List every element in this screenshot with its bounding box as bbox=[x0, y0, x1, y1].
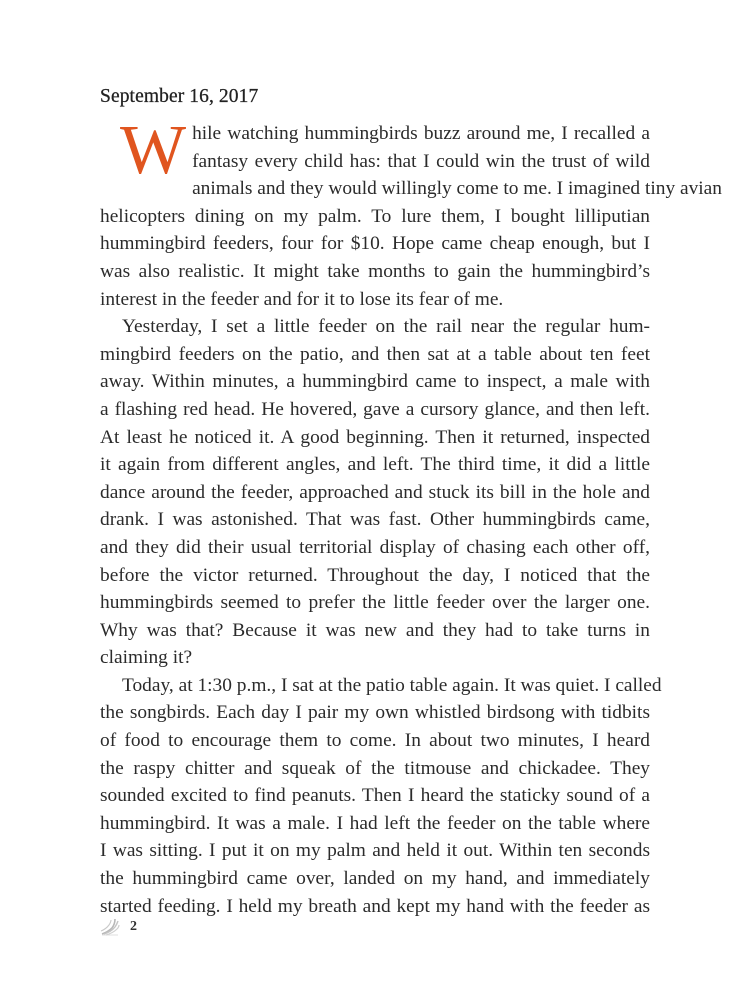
page-footer bbox=[100, 918, 137, 936]
paragraph-1 bbox=[100, 112, 722, 313]
text-line: fantasy every child has: that I could win the trust of wild bbox=[192, 150, 650, 172]
text-line: interest in the feeder and for it to lose its fear of me. bbox=[100, 288, 504, 310]
text-line: dance around the feeder, approached and stuck its bill in the hole and bbox=[100, 481, 650, 503]
text-line: started feeding. I held my breath and kept my hand with the feeder as bbox=[100, 895, 650, 917]
text-line: Yesterday, I set a little feeder on the rail near the regular hum- bbox=[122, 316, 650, 338]
text-line: of food to encourage them to come. In about two minutes, I heard bbox=[100, 730, 650, 752]
text-line: Why was that? Because it was new and they had to take turns in bbox=[100, 619, 650, 641]
text-line: and they did their usual territorial display of chasing each other off, bbox=[100, 536, 650, 558]
text-line: Today, at 1:30 p.m., I sat at the patio table again. It was quiet. I called bbox=[122, 674, 662, 696]
text-line: the raspy chitter and squeak of the titmouse and chickadee. They bbox=[100, 757, 650, 779]
text-line: it again from different angles, and left. The third time, it did a little bbox=[100, 454, 650, 476]
text-line: was also realistic. It might take months to gain the hummingbird’s bbox=[100, 260, 650, 282]
text-line: At least he noticed it. A good beginning. Then it returned, inspected bbox=[100, 426, 650, 448]
text-line: before the victor returned. Throughout the day, I noticed that the bbox=[100, 564, 650, 586]
paragraph-3 bbox=[100, 672, 662, 920]
text-line: hummingbird feeders, four for $10. Hope came cheap enough, but I bbox=[100, 233, 650, 255]
paragraph-2 bbox=[100, 313, 650, 672]
page-content bbox=[100, 86, 722, 920]
text-line: the songbirds. Each day I pair my own whistled birdsong with tidbits bbox=[100, 702, 650, 724]
text-line: I was sitting. I put it on my palm and held it out. Within ten seconds bbox=[100, 840, 650, 862]
feather-wing-icon bbox=[100, 918, 120, 936]
text-line: a flashing red head. He hovered, gave a cursory glance, and then left. bbox=[100, 398, 650, 420]
page-number: 2 bbox=[130, 919, 137, 934]
text-line: away. Within minutes, a hummingbird came to inspect, a male with bbox=[100, 371, 650, 393]
text-line: drank. I was astonished. That was fast. Other hummingbirds came, bbox=[100, 509, 650, 531]
text-line: hummingbird. It was a male. I had left the feeder on the table where bbox=[100, 812, 650, 834]
text-line: helicopters dining on my palm. To lure them, I bought lilliputian bbox=[100, 205, 650, 227]
text-line: hile watching hummingbirds buzz around me, I recalled a bbox=[192, 123, 650, 144]
text-line: hummingbirds seemed to prefer the little feeder over the larger one. bbox=[100, 592, 650, 614]
text-line: animals and they would willingly come to me. I imagined tiny avian bbox=[192, 178, 722, 200]
text-line: the hummingbird came over, landed on my hand, and immediately bbox=[100, 868, 650, 890]
text-line: mingbird feeders on the patio, and then sat at a table about ten feet bbox=[100, 343, 650, 365]
text-line: sounded excited to find peanuts. Then I heard the staticky sound of a bbox=[100, 785, 650, 807]
drop-cap: W bbox=[120, 112, 187, 189]
text-line: claiming it? bbox=[100, 647, 193, 669]
entry-date-heading: September 16, 2017 bbox=[100, 86, 259, 107]
